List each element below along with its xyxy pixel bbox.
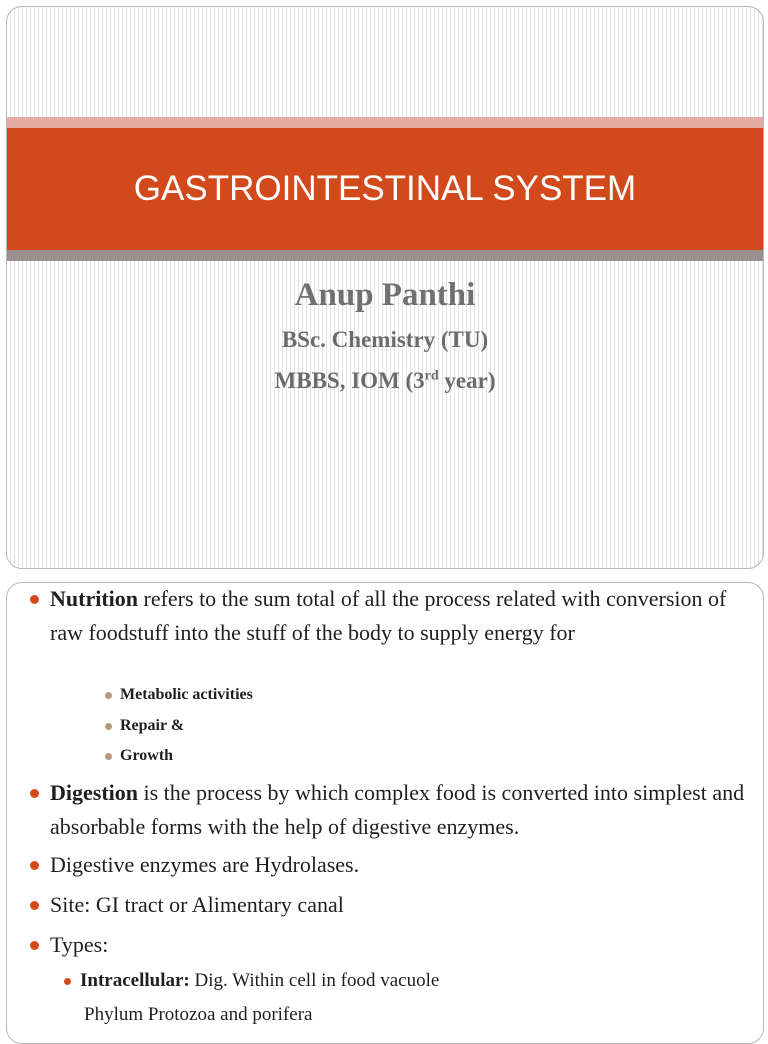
types-text: Types: xyxy=(50,932,109,957)
sub-item xyxy=(120,715,184,737)
credential-line-2-text: MBBS, IOM (3 xyxy=(274,368,425,393)
title-band-bottom-stripe xyxy=(7,250,763,261)
credential-line-1: BSc. Chemistry (TU) xyxy=(281,327,489,352)
nutrition-definition: refers to the sum total of all the process related with conversion of raw foodstuff into the stuff of the body to supply energy for xyxy=(50,586,727,645)
sub-item-label: Metabolic activities xyxy=(120,686,253,703)
sub-bullet-intracellular xyxy=(80,967,439,995)
phylum-line xyxy=(84,1001,312,1029)
bullet-types xyxy=(50,928,750,962)
bullet-dot xyxy=(30,789,39,798)
title-band-top-stripe xyxy=(7,117,763,128)
bullet-dot xyxy=(30,941,39,950)
site-text: Site: GI tract or Alimentary canal xyxy=(50,892,344,917)
nutrition-term: Nutrition xyxy=(50,586,138,611)
sub-item xyxy=(120,684,253,706)
bullet-dot xyxy=(30,861,39,870)
enzymes-text: Digestive enzymes are Hydrolases. xyxy=(50,852,360,877)
bullet-digestion xyxy=(50,776,750,844)
slide-title: GASTROINTESTINAL SYSTEM xyxy=(133,169,637,208)
content-slide xyxy=(6,582,764,1044)
bullet-enzymes xyxy=(50,848,750,882)
credential-line-2-suffix: year) xyxy=(438,368,496,393)
phylum-text: Phylum Protozoa and porifera xyxy=(84,1004,313,1025)
intracellular-definition: Dig. Within cell in food vacuole xyxy=(189,970,440,991)
sub-item-label: Growth xyxy=(120,747,174,764)
intracellular-term: Intracellular: xyxy=(80,970,190,991)
bullet-dot xyxy=(105,692,112,699)
bullet-nutrition xyxy=(50,582,750,650)
sub-item xyxy=(120,745,173,767)
title-band xyxy=(7,128,763,250)
bullet-dot xyxy=(105,753,112,760)
author-name: Anup Panthi xyxy=(294,277,476,313)
title-slide xyxy=(6,6,764,569)
bullet-dot xyxy=(30,595,39,604)
digestion-term: Digestion xyxy=(50,780,138,805)
bullet-dot xyxy=(105,723,112,730)
bullet-dot xyxy=(30,901,39,910)
bullet-dot xyxy=(64,978,71,985)
sub-item-label: Repair & xyxy=(120,717,185,734)
bullet-site xyxy=(50,888,750,922)
credential-line-2 xyxy=(7,368,763,394)
credential-superscript: rd xyxy=(424,368,439,384)
digestion-definition: is the process by which complex food is converted into simplest and absorbable forms with the help of digestive enzymes. xyxy=(50,780,745,839)
